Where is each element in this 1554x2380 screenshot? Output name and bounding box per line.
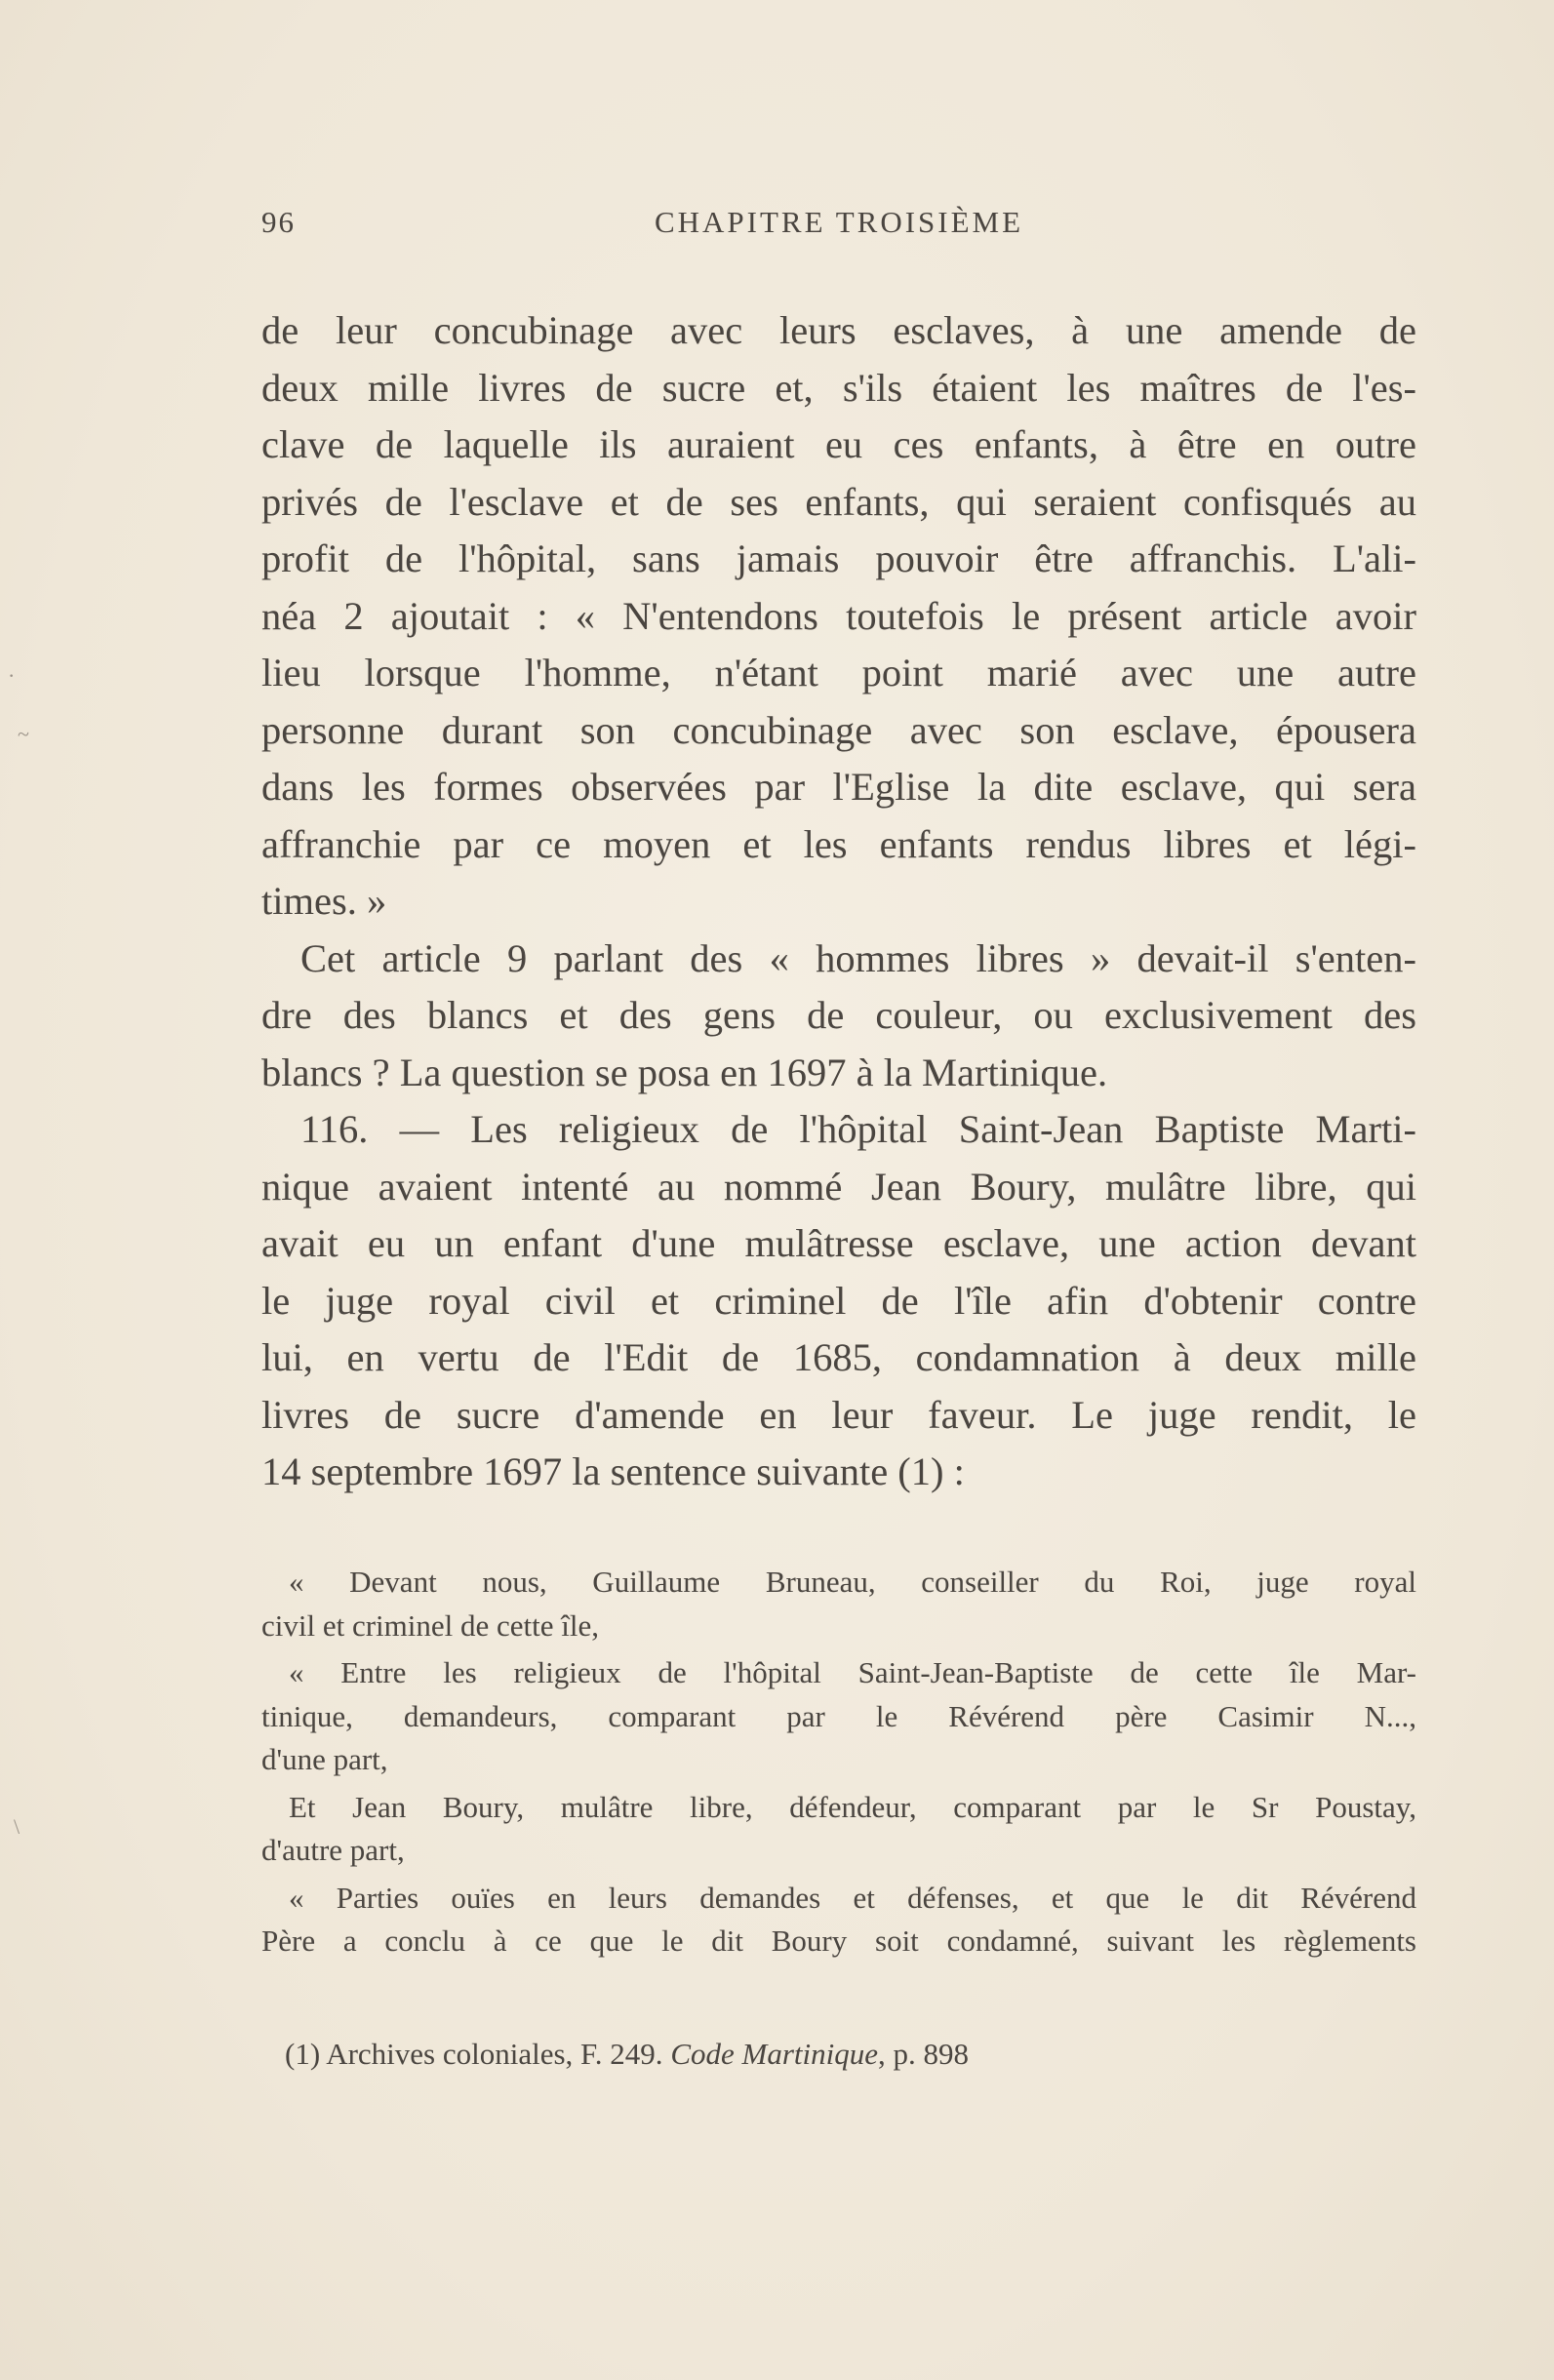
footnote-source: Archives coloniales, F. 249. [326, 2037, 663, 2071]
text-line: times. » [261, 879, 387, 923]
footnote [285, 2033, 969, 2076]
body-text [261, 302, 1416, 1501]
text-line: nique avaient intenté au nommé Jean Boury, mulâtre libre, qui [261, 1164, 1416, 1209]
chapter-title: CHAPITRE TROISIÈME [654, 205, 1024, 239]
margin-smudge: · [8, 663, 16, 688]
text-line: lui, en vertu de l'Edit de 1685, condamnation à deux mille [261, 1335, 1416, 1379]
text-line: dans les formes observées par l'Eglise la dite esclave, qui sera [261, 765, 1416, 809]
quote-line: « Entre les religieux de l'hôpital Saint-Jean-Baptiste de cette île Mar- [289, 1655, 1416, 1689]
quoted-sentence [261, 1561, 1416, 1964]
footnote-work-title: Code Martinique [670, 2037, 878, 2071]
text-line: affranchie par ce moyen et les enfants rendus libres et légi- [261, 821, 1416, 866]
text-line: le juge royal civil et criminel de l'île afin d'obtenir contre [261, 1278, 1416, 1323]
text-line: deux mille livres de sucre et, s'ils étaient les maîtres de l'es- [261, 365, 1416, 410]
quote-line: tinique, demandeurs, comparant par le Révérend père Casimir N..., [261, 1698, 1416, 1733]
text-line: personne durant son concubinage avec son esclave, épousera [261, 707, 1416, 752]
text-line: 116. — Les religieux de l'hôpital Saint-Jean Baptiste Marti- [300, 1107, 1416, 1151]
text-line: Cet article 9 parlant des « hommes libres » devait-il s'enten- [300, 935, 1416, 980]
text-line: dre des blancs et des gens de couleur, ou exclusivement des [261, 993, 1416, 1037]
quote-line: Père a conclu à ce que le dit Boury soit condamné, suivant les règlements [261, 1924, 1416, 1958]
page-number: 96 [261, 205, 296, 239]
text-line: avait eu un enfant d'une mulâtresse esclave, une action devant [261, 1221, 1416, 1265]
text-line: profit de l'hôpital, sans jamais pouvoir être affranchis. L'ali- [261, 536, 1416, 580]
text-line: privés de l'esclave et de ses enfants, qui seraient confisqués au [261, 479, 1416, 524]
text-line: livres de sucre d'amende en leur faveur. Le juge rendit, le [261, 1392, 1416, 1437]
text-line: 14 septembre 1697 la sentence suivante (1) : [261, 1449, 965, 1493]
text-line: blancs ? La question se posa en 1697 à la Martinique. [261, 1050, 1108, 1094]
running-head [261, 205, 1416, 254]
quote-line: d'autre part, [261, 1833, 405, 1867]
text-line: de leur concubinage avec leurs esclaves, à une amende de [261, 308, 1416, 352]
text-line: lieu lorsque l'homme, n'étant point marié avec une autre [261, 651, 1416, 694]
margin-smudge: \ [14, 1814, 20, 1839]
quote-line: « Devant nous, Guillaume Bruneau, conseiller du Roi, juge royal [289, 1565, 1416, 1599]
quote-line: Et Jean Boury, mulâtre libre, défendeur, comparant par le Sr Poustay, [289, 1789, 1416, 1824]
margin-smudge: ~ [18, 722, 29, 746]
text-line: néa 2 ajoutait : « N'entendons toutefois le présent article avoir [261, 593, 1416, 638]
text-line: clave de laquelle ils auraient eu ces enfants, à être en outre [261, 422, 1416, 466]
quote-line: « Parties ouïes en leurs demandes et défenses, et que le dit Révérend [289, 1880, 1416, 1915]
quote-line: d'une part, [261, 1742, 388, 1776]
footnote-page: , p. 898 [877, 2037, 969, 2071]
footnote-marker: (1) [285, 2037, 321, 2071]
quote-line: civil et criminel de cette île, [261, 1607, 600, 1643]
